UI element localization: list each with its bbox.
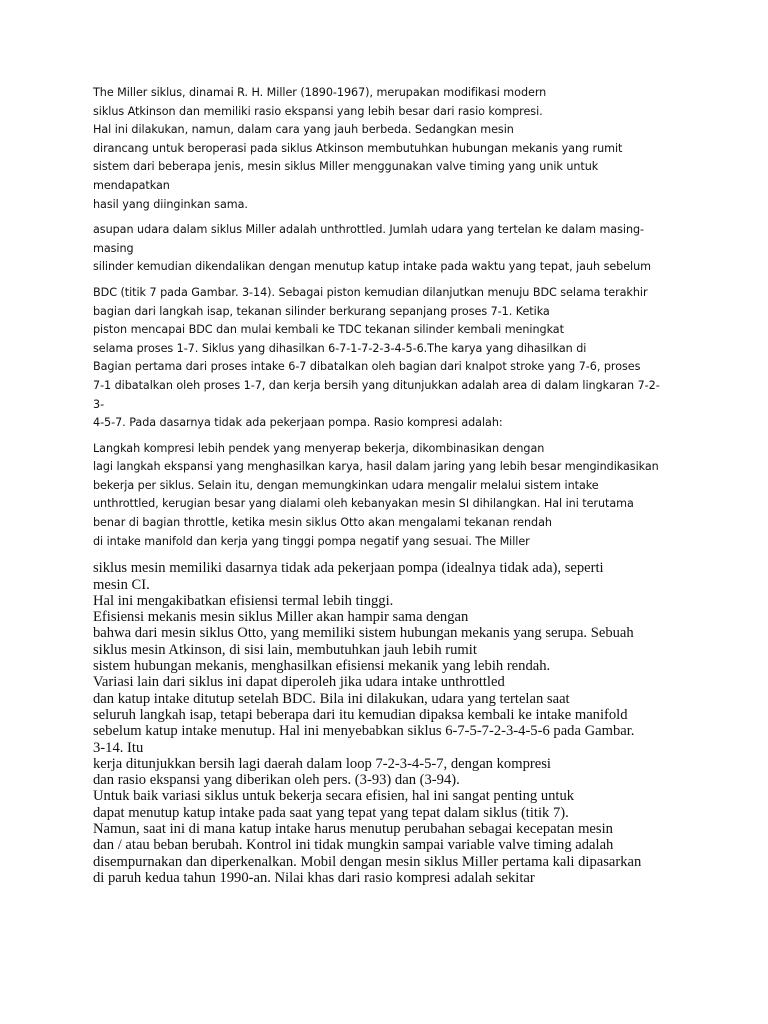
text-line: sistem hubungan mekanis, menghasilkan efisiensi mekanik yang lebih rendah.	[93, 658, 551, 675]
text-line: mesin CI.	[93, 576, 150, 593]
text-line: unthrottled, kerugian besar yang dialami oleh kebanyakan mesin SI dihilangkan. Hal ini terutama	[93, 497, 634, 511]
text-line: hasil yang diinginkan sama.	[93, 197, 248, 211]
text-line: Efisiensi mekanis mesin siklus Miller akan hampir sama dengan	[93, 609, 469, 626]
text-line: Hal ini dilakukan, namun, dalam cara yang jauh berbeda. Sedangkan mesin	[93, 123, 514, 137]
paragraph-3	[93, 284, 683, 433]
text-line: selama proses 1-7. Siklus yang dihasilkan 6-7-1-7-2-3-4-5-6.The karya yang dihasilkan di	[93, 341, 587, 355]
text-line: silinder kemudian dikendalikan dengan menutup katup intake pada waktu yang tepat, jauh sebelum	[93, 260, 652, 274]
text-line: di paruh kedua tahun 1990-an. Nilai khas dari rasio kompresi adalah sekitar	[93, 869, 535, 886]
text-line: siklus mesin memiliki dasarnya tidak ada pekerjaan pompa (idealnya tidak ada), seperti	[93, 560, 604, 577]
text-line: sebelum katup intake menutup. Hal ini menyebabkan siklus 6-7-5-7-2-3-4-5-6 pada Gambar.	[93, 723, 635, 740]
paragraph-4	[93, 440, 683, 552]
text-line: 4-5-7. Pada dasarnya tidak ada pekerjaan pompa. Rasio kompresi adalah:	[93, 416, 503, 430]
text-line: mendapatkan	[93, 178, 170, 192]
text-line: seluruh langkah isap, tetapi beberapa dari itu kemudian dipaksa kembali ke intake manifold	[93, 706, 628, 723]
text-line: bekerja per siklus. Selain itu, dengan memungkinkan udara mengalir melalui sistem intake	[93, 478, 599, 492]
text-line: The Miller siklus, dinamai R. H. Miller (1890-1967), merupakan modifikasi modern	[93, 86, 547, 99]
serif-section	[93, 560, 683, 886]
paragraph-1	[93, 84, 683, 214]
text-line: lagi langkah ekspansi yang menghasilkan karya, hasil dalam jaring yang lebih besar mengindikasikan	[93, 460, 659, 474]
text-line: dan rasio ekspansi yang diberikan oleh pers. (3-93) dan (3-94).	[93, 772, 460, 789]
text-line: Namun, saat ini di mana katup intake harus menutup perubahan sebagai kecepatan mesin	[93, 821, 613, 837]
text-line: benar di bagian throttle, ketika mesin siklus Otto akan mengalami tekanan rendah	[93, 516, 552, 530]
paragraph-2	[93, 221, 683, 277]
document-page	[93, 84, 683, 886]
text-line: 3-	[93, 397, 105, 411]
text-line: kerja ditunjukkan bersih lagi daerah dalam loop 7-2-3-4-5-7, dengan kompresi	[93, 755, 551, 772]
text-line: bagian dari langkah isap, tekanan silinder berkurang sepanjang proses 7-1. Ketika	[93, 304, 550, 318]
text-line: Variasi lain dari siklus ini dapat diperoleh jika udara intake unthrottled	[93, 674, 505, 691]
text-line: dan / atau beban berubah. Kontrol ini tidak mungkin sampai variable valve timing adalah	[93, 837, 614, 854]
text-line: Bagian pertama dari proses intake 6-7 dibatalkan oleh bagian dari knalpot stroke yang 7-6, proses	[93, 360, 641, 374]
text-line: 7-1 dibatalkan oleh proses 1-7, dan kerja bersih yang ditunjukkan adalah area di dalam lingkaran 7-2-	[93, 378, 660, 392]
text-line: 3-14. Itu	[93, 739, 144, 756]
text-line: Hal ini mengakibatkan efisiensi termal lebih tinggi.	[93, 592, 394, 609]
text-line: bahwa dari mesin siklus Otto, yang memiliki sistem hubungan mekanis yang serupa. Sebuah	[93, 625, 634, 642]
text-line: dirancang untuk beroperasi pada siklus Atkinson membutuhkan hubungan mekanis yang rumit	[93, 141, 623, 155]
text-line: dapat menutup katup intake pada saat yang tepat yang tepat dalam siklus (titik 7).	[93, 804, 569, 821]
text-line: siklus mesin Atkinson, di sisi lain, membutuhkan jauh lebih rumit	[93, 641, 477, 658]
text-line: masing	[93, 241, 134, 255]
text-line: Langkah kompresi lebih pendek yang menyerap bekerja, dikombinasikan dengan	[93, 441, 545, 455]
text-line: Untuk baik variasi siklus untuk bekerja secara efisien, hal ini sangat penting untuk	[93, 788, 575, 805]
text-line: disempurnakan dan diperkenalkan. Mobil dengan mesin siklus Miller pertama kali dipasarkan	[93, 853, 642, 870]
text-line: sistem dari beberapa jenis, mesin siklus Miller menggunakan valve timing yang unik untuk	[93, 160, 599, 174]
text-line: piston mencapai BDC dan mulai kembali ke TDC tekanan silinder kembali meningkat	[93, 323, 564, 337]
text-line: asupan udara dalam siklus Miller adalah unthrottled. Jumlah udara yang tertelan ke dalam masing-	[93, 223, 645, 237]
text-line: BDC (titik 7 pada Gambar. 3-14). Sebagai piston kemudian dilanjutkan menuju BDC selama terakhir	[93, 285, 648, 299]
text-line: siklus Atkinson dan memiliki rasio ekspansi yang lebih besar dari rasio kompresi.	[93, 104, 543, 118]
text-line: dan katup intake ditutup setelah BDC. Bila ini dilakukan, udara yang tertelan saat	[93, 690, 570, 707]
text-line: di intake manifold dan kerja yang tinggi pompa negatif yang sesuai. The Miller	[93, 534, 530, 548]
